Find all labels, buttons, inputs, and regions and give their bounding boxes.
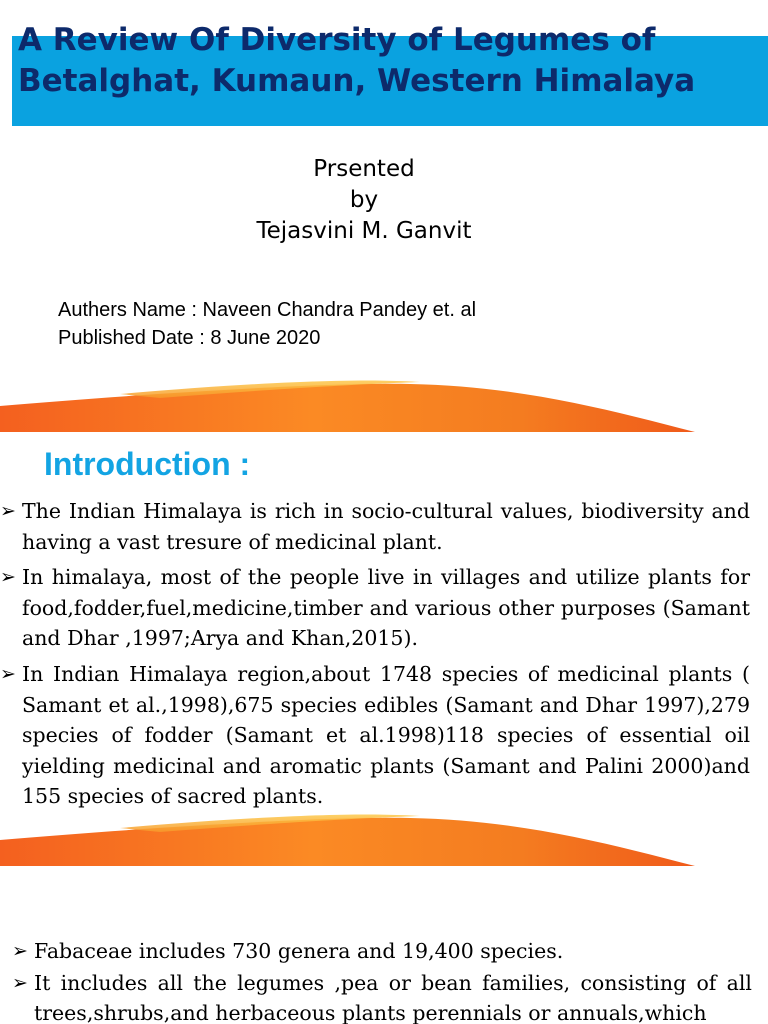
orange-swoosh-decoration (0, 376, 768, 432)
presented-label: Prsented (313, 156, 415, 182)
list-item (0, 562, 750, 654)
publication-info (58, 296, 476, 352)
list-item (12, 936, 752, 966)
bullet-list (12, 936, 752, 1024)
presenter-block (0, 154, 728, 247)
bullet-text: In himalaya, most of the people live in villages and utilize plants for food,fodder,fuel,medicine,timber and various other purposes (Samant and Dhar ,1997;Arya and Khan,2015). (22, 565, 750, 651)
arrow-bullet-icon: ➢ (0, 500, 16, 522)
list-item (12, 968, 752, 1024)
introduction-slide (0, 432, 768, 866)
list-item (0, 659, 750, 812)
published-date-line: Published Date : 8 June 2020 (58, 327, 321, 349)
bullet-text: It includes all the legumes ,pea or bean families, consisting of all trees,shrubs,and herbaceous plants perennials or annuals,which (34, 971, 752, 1024)
bullet-text: The Indian Himalaya is rich in socio-cultural values, biodiversity and having a vast tresure of medicinal plant. (22, 499, 750, 554)
arrow-bullet-icon: ➢ (0, 566, 16, 589)
fabaceae-slide (0, 866, 768, 1024)
arrow-bullet-icon: ➢ (0, 662, 16, 685)
bullet-text: Fabaceae includes 730 genera and 19,400 species. (34, 939, 564, 963)
list-item (0, 496, 750, 557)
authors-line: Authers Name : Naveen Chandra Pandey et. al (58, 299, 477, 321)
presenter-name: Tejasvini M. Ganvit (256, 218, 472, 244)
title-slide (0, 0, 768, 432)
bullet-text: In Indian Himalaya region,about 1748 species of medicinal plants ( Samant et al.,1998),675 species edibles (Samant and Dhar 1997),279 species of fodder (Samant et al.1998)118 species of essential oil yielding medicinal and aromatic plants (Samant and Palini 2000)and 155 species of sacred plants. (22, 661, 750, 809)
orange-swoosh-decoration (0, 810, 768, 866)
bullet-list (0, 496, 750, 817)
arrow-bullet-icon: ➢ (12, 940, 28, 962)
section-heading: Introduction : (44, 446, 251, 482)
by-label: by (349, 187, 379, 213)
slide-title: A Review Of Diversity of Legumes of Betalghat, Kumaun, Western Himalaya (18, 22, 696, 99)
arrow-bullet-icon: ➢ (12, 972, 28, 994)
